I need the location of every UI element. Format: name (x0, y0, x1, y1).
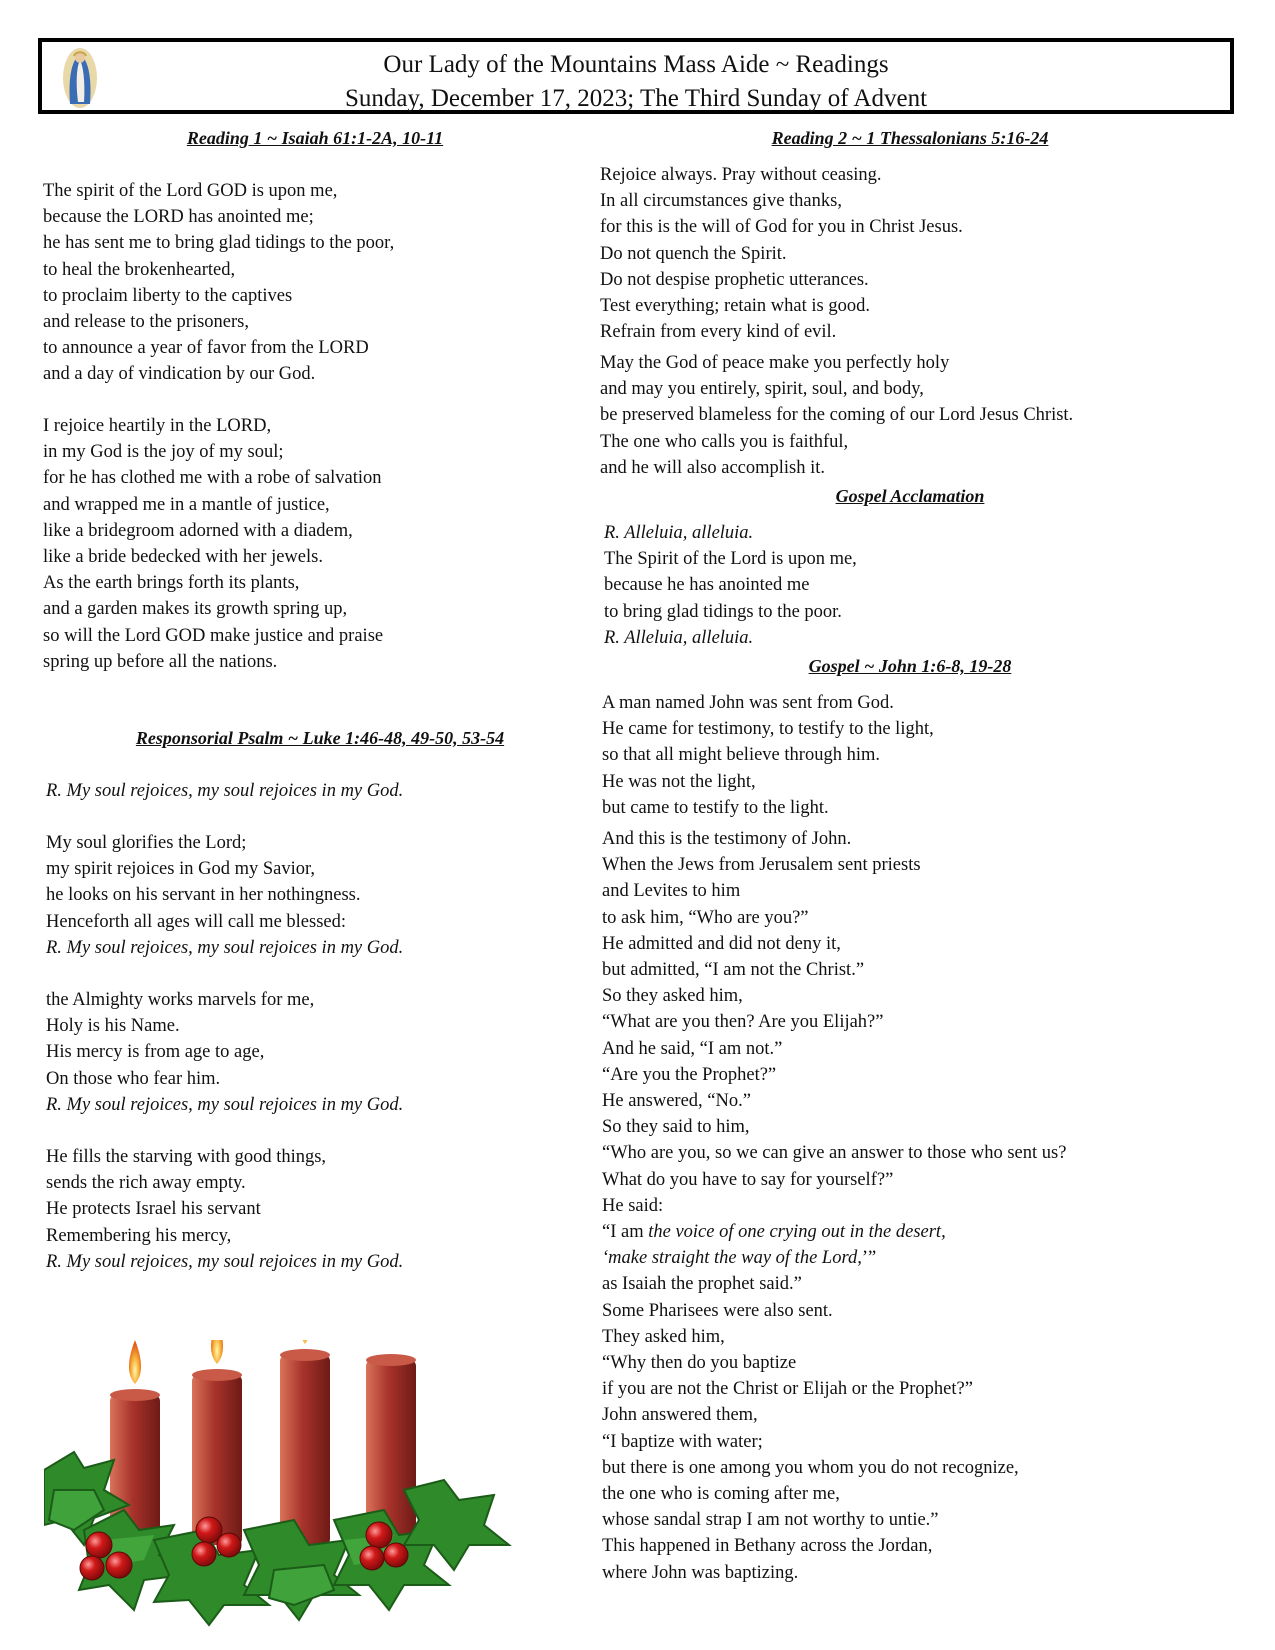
verse-line: I rejoice heartily in the LORD, (43, 416, 272, 436)
psalm-refrain: R. My soul rejoices, my soul rejoices in my God. (46, 781, 404, 801)
verse-line: Refrain from every kind of evil. (600, 322, 837, 343)
verse-line: In all circumstances give thanks, (600, 191, 842, 212)
verse-line: He came for testimony, to testify to the light, (602, 719, 934, 740)
verse-line: to ask him, “Who are you?” (602, 907, 809, 928)
verse-line: to bring glad tidings to the poor. (604, 601, 842, 622)
verse-line: to announce a year of favor from the LORD (43, 338, 369, 359)
verse-line: if you are not the Christ or Elijah or the Prophet?” (602, 1379, 973, 1400)
title-line-2: Sunday, December 17, 2023; The Third Sunday of Advent (344, 85, 928, 112)
verse-line: but came to testify to the light. (602, 797, 829, 818)
verse-line: as Isaiah the prophet said.” (602, 1274, 802, 1295)
verse-line: Some Pharisees were also sent. (602, 1300, 833, 1321)
verse-line: My soul glorifies the Lord; (46, 833, 247, 853)
verse-line: When the Jews from Jerusalem sent priests (602, 855, 921, 876)
verse-line: and a day of vindication by our God. (43, 364, 316, 385)
verse-line: “Are you the Prophet?” (602, 1064, 777, 1085)
gospel-heading: Gospel ~ John 1:6-8, 19-28 (808, 656, 1012, 676)
verse-line: Holy is his Name. (46, 1016, 180, 1037)
psalm-stanza-1 (46, 830, 403, 961)
verse-line: So they said to him, (602, 1117, 750, 1138)
verse-line: like a bridegroom adorned with a diadem, (43, 520, 353, 541)
verse-line: His mercy is from age to age, (46, 1042, 265, 1063)
verse-line: He was not the light, (602, 771, 756, 792)
verse-line-quote (602, 1245, 1066, 1271)
verse-line: “I baptize with water; (602, 1431, 763, 1452)
verse-line: He said: (602, 1195, 664, 1216)
psalm-stanza-3 (46, 1144, 403, 1275)
verse-line: The spirit of the Lord GOD is upon me, (43, 181, 338, 201)
verse-line: and may you entirely, spirit, soul, and body, (600, 379, 924, 400)
psalm-refrain: R. My soul rejoices, my soul rejoices in my God. (46, 1251, 404, 1272)
verse-line: but there is one among you whom you do not recognize, (602, 1457, 1019, 1478)
verse-line: He protects Israel his servant (46, 1199, 261, 1220)
verse-line: and he will also accomplish it. (600, 457, 826, 478)
verse-line: in my God is the joy of my soul; (43, 442, 284, 463)
acclamation-heading: Gospel Acclamation (835, 486, 985, 506)
verse-line: and wrapped me in a mantle of justice, (43, 494, 330, 515)
verse-line: And this is the testimony of John. (602, 829, 852, 849)
acclamation-text (604, 520, 857, 651)
verse-line: and Levites to him (602, 881, 741, 902)
verse-line: “What are you then? Are you Elijah?” (602, 1012, 884, 1033)
acclamation-refrain: R. Alleluia, alleluia. (604, 523, 754, 543)
verse-line: Do not quench the Spirit. (600, 243, 787, 264)
verse-line: Henceforth all ages will call me blessed: (46, 911, 347, 932)
verse-line: The one who calls you is faithful, (600, 431, 849, 452)
verse-line: Do not despise prophetic utterances. (600, 269, 869, 290)
verse-line: And he said, “I am not.” (602, 1038, 783, 1059)
verse-line: The Spirit of the Lord is upon me, (604, 549, 857, 570)
verse-line: Test everything; retain what is good. (600, 296, 870, 317)
quote-suffix: ’” (861, 1248, 877, 1269)
verse-line: where John was baptizing. (602, 1562, 799, 1583)
verse-line: and a garden makes its growth spring up, (43, 599, 348, 620)
verse-line: As the earth brings forth its plants, (43, 573, 300, 594)
verse-line: whose sandal strap I am not worthy to untie.” (602, 1510, 939, 1531)
reading2-heading: Reading 2 ~ 1 Thessalonians 5:16-24 (771, 128, 1049, 148)
quote-prefix: “I am (602, 1222, 649, 1243)
acclamation-refrain: R. Alleluia, alleluia. (604, 627, 754, 648)
verse-line: so that all might believe through him. (602, 745, 880, 766)
reading1-stanza-1 (43, 178, 394, 388)
verse-line: so will the Lord GOD make justice and praise (43, 625, 384, 646)
psalm-refrain: R. My soul rejoices, my soul rejoices in my God. (46, 1094, 404, 1115)
verse-line: On those who fear him. (46, 1068, 221, 1089)
verse-line: he looks on his servant in her nothingness. (46, 885, 361, 906)
verse-line: the one who is coming after me, (602, 1484, 840, 1505)
verse-line: “Why then do you baptize (602, 1353, 797, 1374)
verse-line: “Who are you, so we can give an answer to those who sent us? (602, 1143, 1067, 1164)
advent-wreath-icon (44, 1340, 514, 1630)
psalm-refrain: R. My soul rejoices, my soul rejoices in my God. (46, 937, 404, 958)
verse-line: he has sent me to bring glad tidings to the poor, (43, 233, 395, 254)
quote-italic: ‘make straight the way of the Lord, (602, 1248, 862, 1269)
gospel-stanza-2 (602, 826, 1066, 1586)
reading2-stanza-1 (600, 162, 963, 345)
verse-line: to proclaim liberty to the captives (43, 285, 293, 306)
verse-line: John answered them, (602, 1405, 758, 1426)
verse-line: He fills the starving with good things, (46, 1147, 327, 1167)
gospel-stanza-1 (602, 690, 934, 821)
verse-line: Remembering his mercy, (46, 1225, 232, 1246)
title-line-1: Our Lady of the Mountains Mass Aide ~ Readings (383, 51, 889, 78)
verse-line: be preserved blameless for the coming of our Lord Jesus Christ. (600, 405, 1074, 426)
verse-line: but admitted, “I am not the Christ.” (602, 960, 865, 981)
verse-line-quote (602, 1219, 1066, 1245)
verse-line: the Almighty works marvels for me, (46, 990, 315, 1010)
reading1-stanza-2 (43, 413, 383, 675)
reading2-stanza-2 (600, 350, 1073, 481)
psalm-heading: Responsorial Psalm ~ Luke 1:46-48, 49-50, 53-54 (135, 728, 505, 748)
verse-line: sends the rich away empty. (46, 1173, 246, 1194)
verse-line: my spirit rejoices in God my Savior, (46, 859, 316, 880)
verse-line: Rejoice always. Pray without ceasing. (600, 165, 882, 185)
verse-line: May the God of peace make you perfectly holy (600, 353, 950, 373)
verse-line: for this is the will of God for you in Christ Jesus. (600, 217, 963, 238)
verse-line: to heal the brokenhearted, (43, 259, 236, 280)
verse-line: because the LORD has anointed me; (43, 207, 314, 228)
verse-line: He answered, “No.” (602, 1091, 751, 1112)
verse-line: He admitted and did not deny it, (602, 933, 841, 954)
verse-line: This happened in Bethany across the Jordan, (602, 1536, 933, 1557)
verse-line: What do you have to say for yourself?” (602, 1169, 894, 1190)
verse-line: like a bride bedecked with her jewels. (43, 547, 323, 568)
verse-line: A man named John was sent from God. (602, 693, 894, 713)
page-header (38, 38, 1234, 114)
verse-line: So they asked him, (602, 986, 743, 1007)
page-title (42, 48, 1230, 116)
quote-italic: the voice of one crying out in the desert, (648, 1222, 946, 1243)
verse-line: spring up before all the nations. (43, 651, 278, 672)
verse-line: They asked him, (602, 1326, 725, 1347)
psalm-stanza-2 (46, 987, 403, 1118)
verse-line: for he has clothed me with a robe of salvation (43, 468, 382, 489)
reading1-heading: Reading 1 ~ Isaiah 61:1-2A, 10-11 (186, 128, 444, 148)
verse-line: and release to the prisoners, (43, 312, 249, 333)
verse-line: because he has anointed me (604, 575, 810, 596)
